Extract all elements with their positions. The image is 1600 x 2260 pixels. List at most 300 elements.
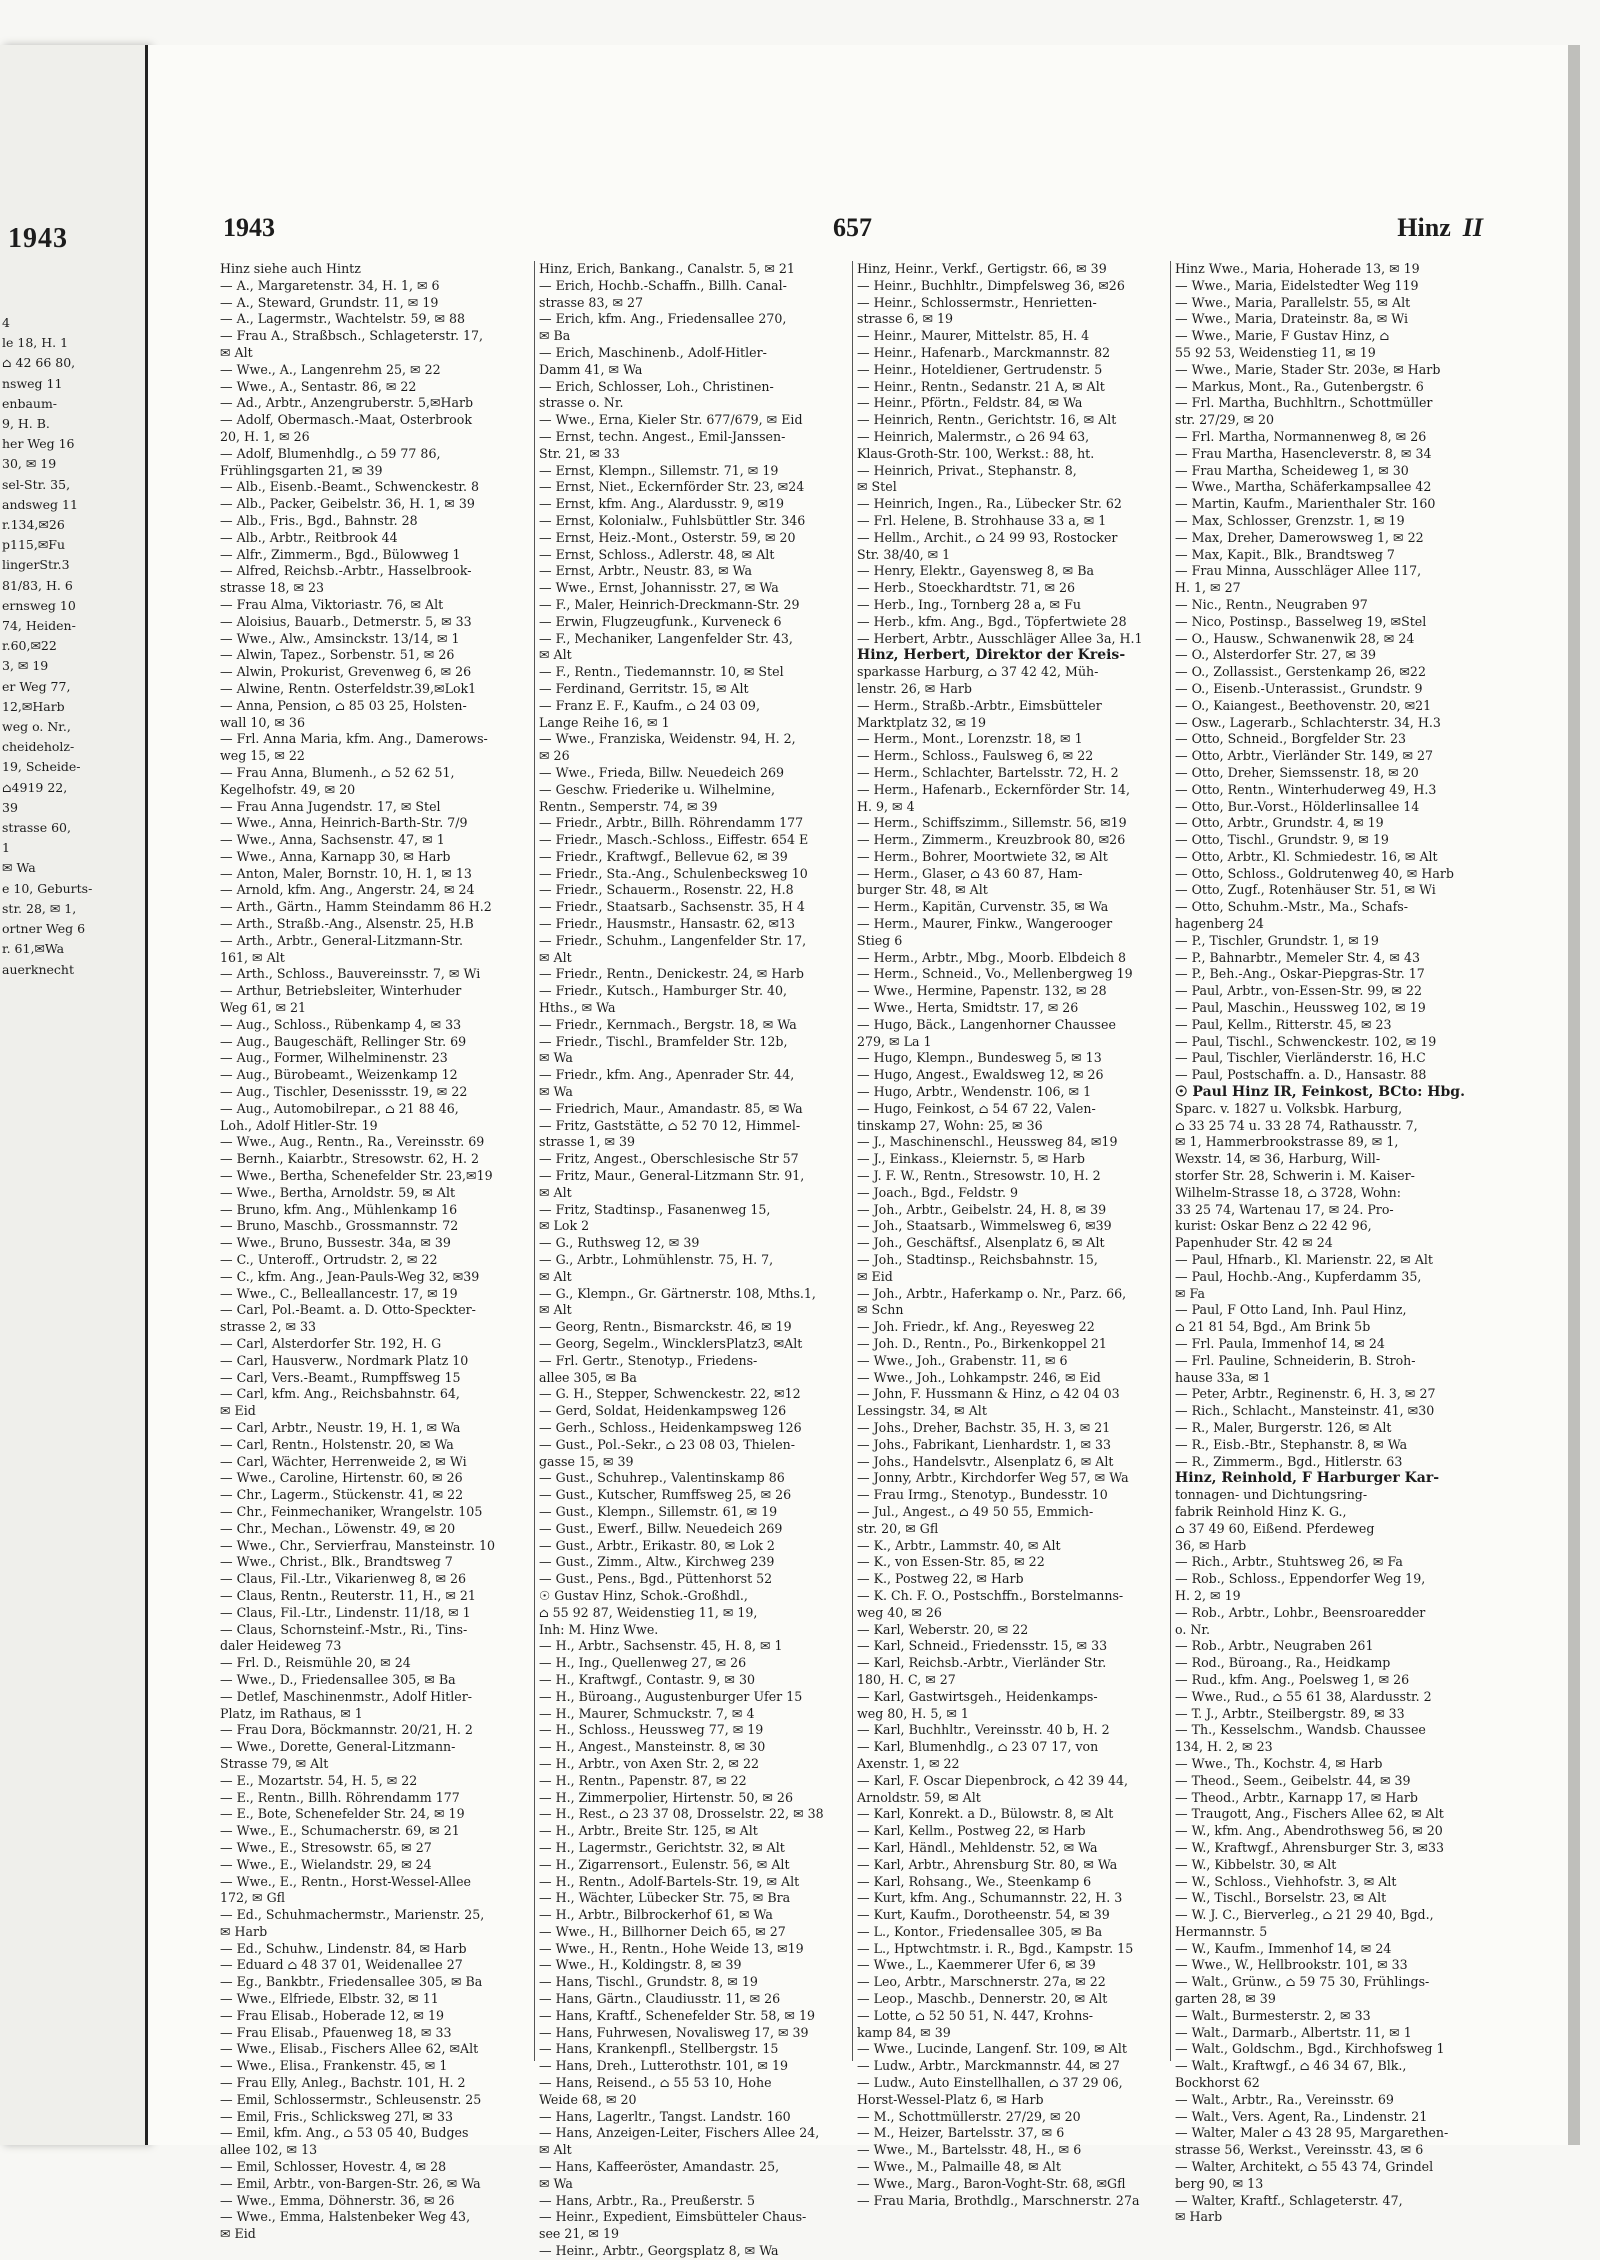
directory-entry: — Walt., Arbtr., Ra., Vereinsstr. 69 (1175, 2091, 1394, 2107)
directory-entry: — Alb., Arbtr., Reitbrook 44 (220, 529, 398, 545)
directory-entry: — R., Eisb.-Btr., Stephanstr. 8, ✉ Wa (1175, 1436, 1408, 1452)
directory-entry: ⌂ 21 81 54, Bgd., Am Brink 5b (1175, 1319, 1371, 1335)
directory-entry: Weg 61, ✉ 21 (220, 1000, 307, 1016)
directory-entry: — Karl, Arbtr., Ahrensburg Str. 80, ✉ Wa (857, 1856, 1118, 1872)
directory-entry: — H., Zigarrensort., Eulenstr. 56, ✉ Alt (539, 1856, 790, 1872)
directory-entry: — Wwe., W., Hellbrookstr. 101, ✉ 33 (1175, 1957, 1408, 1973)
directory-entry: — Arth., Schloss., Bauvereinsstr. 7, ✉ Wi (220, 966, 481, 982)
directory-entry: — Frl. Martha, Normannenweg 8, ✉ 26 (1175, 428, 1427, 444)
directory-entry: — Otto, Tischl., Grundstr. 9, ✉ 19 (1175, 832, 1389, 848)
directory-entry: strasse 1, ✉ 39 (539, 1134, 636, 1150)
directory-entry: — Gust., Ewerf., Billw. Neuedeich 269 (539, 1520, 783, 1536)
directory-entry: — Frl. Gertr., Stenotyp., Friedens- (539, 1352, 758, 1368)
directory-entry-highlighted: ☉ Paul Hinz IR, Feinkost, BCto: Hbg. (1175, 1084, 1465, 1101)
directory-entry: strasse 83, ✉ 27 (539, 294, 644, 310)
directory-entry: Hinz siehe auch Hintz (220, 261, 361, 276)
directory-entry: — Frl. Paula, Immenhof 14, ✉ 24 (1175, 1336, 1385, 1351)
directory-entry: — Friedr., Rentn., Denickestr. 24, ✉ Harb (539, 966, 804, 982)
directory-entry: — Hans, Gärtn., Claudiusstr. 11, ✉ 26 (539, 1991, 781, 2007)
directory-entry: — Wwe., E., Wielandstr. 29, ✉ 24 (220, 1856, 432, 1872)
directory-entry: — W., kfm. Ang., Abendrothsweg 56, ✉ 20 (1175, 1823, 1443, 1839)
directory-entry: — Heinrich, Privat., Stephanstr. 8, (857, 462, 1077, 478)
directory-entry: — Ernst, Arbtr., Neustr. 83, ✉ Wa (539, 563, 753, 579)
directory-entry: — Frau Martha, Scheideweg 1, ✉ 30 (1175, 462, 1409, 478)
directory-entry: — K. Ch. F. O., Postschffn., Borstelmanns- (857, 1587, 1124, 1603)
directory-entry: — Gust., Zimm., Altw., Kirchweg 239 (539, 1554, 775, 1570)
directory-entry: — Erich, Maschinenb., Adolf-Hitler- (539, 344, 767, 360)
directory-entry: — T. J., Arbtr., Steilbergstr. 89, ✉ 33 (1175, 1705, 1405, 1721)
page-edge-shadow (1568, 45, 1580, 2145)
directory-entry: Platz, im Rathaus, ✉ 1 (220, 1705, 363, 1721)
directory-entry: ✉ Alt (539, 2142, 572, 2158)
directory-entry: — Walter, Maler ⌂ 43 28 95, Margarethen- (1175, 2125, 1449, 2141)
directory-entry: — Claus, Fil.-Ltr., Vikarienweg 8, ✉ 26 (220, 1571, 467, 1587)
directory-entry: — Wwe., Frieda, Billw. Neuedeich 269 (539, 764, 785, 780)
directory-entry: — Chr., Feinmechaniker, Wrangelstr. 105 (220, 1503, 483, 1519)
directory-entry: strasse 6, ✉ 19 (857, 311, 954, 327)
previous-page-line: 4 (2, 315, 10, 330)
directory-entry: 180, H. C, ✉ 27 (857, 1671, 956, 1687)
directory-entry: ⌂ 33 25 74 u. 33 28 74, Rathausstr. 7, (1175, 1117, 1418, 1133)
directory-entry: — Fritz, Gaststätte, ⌂ 52 70 12, Himmel- (539, 1117, 801, 1133)
directory-entry: — Peter, Arbtr., Reginenstr. 6, H. 3, ✉ 27 (1175, 1386, 1436, 1402)
directory-entry: — Claus, Fil.-Ltr., Lindenstr. 11/18, ✉ 1 (220, 1604, 471, 1620)
directory-entry: — Rud., kfm. Ang., Poelsweg 1, ✉ 26 (1175, 1671, 1410, 1687)
directory-entry: H. 2, ✉ 19 (1175, 1587, 1241, 1603)
previous-page-line: sel-Str. 35, (2, 476, 71, 492)
directory-entry: — Erich, Hochb.-Schaffn., Billh. Canal- (539, 277, 787, 293)
directory-entry: — G., Ruthsweg 12, ✉ 39 (539, 1235, 700, 1251)
directory-entry: — H., Arbtr., Bilbrockerhof 61, ✉ Wa (539, 1907, 773, 1923)
directory-entry: — Otto, Dreher, Siemssenstr. 18, ✉ 20 (1175, 764, 1419, 780)
directory-entry: — R., Maler, Burgerstr. 126, ✉ Alt (1175, 1419, 1392, 1435)
directory-entry: — Heinrich, Malermstr., ⌂ 26 94 63, (857, 428, 1090, 444)
directory-entry: — Kurt, Kaufm., Dorotheenstr. 54, ✉ 39 (857, 1907, 1110, 1923)
directory-entry: Axenstr. 1, ✉ 22 (857, 1755, 960, 1771)
directory-entry: ✉ Wa (539, 2175, 573, 2191)
directory-entry: — Paul, F Otto Land, Inh. Paul Hinz, (1175, 1302, 1407, 1318)
directory-entry: — Walter, Kraftf., Schlageterstr. 47, (1175, 2192, 1403, 2208)
directory-entry: — Herm., Maurer, Finkw., Wangerooger (857, 916, 1113, 932)
directory-entry: 55 92 53, Weidenstieg 11, ✉ 19 (1175, 344, 1376, 360)
directory-entry: ✉ 1, Hammerbrookstrasse 89, ✉ 1, (1175, 1134, 1399, 1150)
directory-entry: — Karl, Kellm., Postweg 22, ✉ Harb (857, 1823, 1086, 1839)
directory-entry: — Herm., Schloss., Faulsweg 6, ✉ 22 (857, 748, 1094, 764)
directory-entry: — Henry, Elektr., Gayensweg 8, ✉ Ba (857, 563, 1094, 579)
directory-entry: tonnagen- und Dichtungsring- (1175, 1487, 1368, 1503)
directory-entry: — Otto, Arbtr., Grundstr. 4, ✉ 19 (1175, 815, 1384, 831)
directory-entry: — Ad., Arbtr., Anzengruberstr. 5,✉Harb (220, 395, 474, 411)
directory-entry: — Wwe., Erna, Kieler Str. 677/679, ✉ Eid (539, 412, 803, 428)
page-number: 657 (833, 213, 872, 242)
directory-entry: — Alwine, Rentn. Osterfeldstr.39,✉Lok1 (220, 680, 477, 696)
directory-entry: — Wwe., Maria, Eidelstedter Weg 119 (1175, 277, 1419, 293)
directory-entry: — Hans, Lagerltr., Tangst. Landstr. 160 (539, 2108, 791, 2124)
directory-entry: — K., Arbtr., Lammstr. 40, ✉ Alt (857, 1537, 1061, 1553)
directory-entry: — Wwe., Caroline, Hirtenstr. 60, ✉ 26 (220, 1470, 463, 1486)
directory-entry: — E., Bote, Schenefelder Str. 24, ✉ 19 (220, 1806, 465, 1822)
directory-entry: — Ernst, Klempn., Sillemstr. 71, ✉ 19 (539, 462, 779, 478)
directory-entry: Arnoldstr. 59, ✉ Alt (857, 1789, 981, 1805)
directory-entry: — Hugo, Klempn., Bundesweg 5, ✉ 13 (857, 1050, 1102, 1066)
directory-entry: — Claus, Rentn., Reuterstr. 11, H., ✉ 21 (220, 1587, 476, 1603)
previous-page-line: r.134,✉26 (2, 517, 65, 533)
directory-entry: — Wwe., Anna, Heinrich-Barth-Str. 7/9 (220, 815, 468, 831)
directory-entry: — L., Kontor., Friedensallee 305, ✉ Ba (857, 1923, 1103, 1939)
directory-entry: — Herm., Mont., Lorenzstr. 18, ✉ 1 (857, 731, 1083, 747)
directory-entry: — Frl. Anna Maria, kfm. Ang., Damerows- (220, 731, 488, 747)
directory-entry: — Rich., Schlacht., Mansteinstr. 41, ✉30 (1175, 1403, 1435, 1419)
directory-entry: lenstr. 26, ✉ Harb (857, 680, 972, 696)
running-head-name: Hinz (1397, 213, 1451, 242)
directory-entry: — Hellm., Archit., ⌂ 24 99 93, Rostocker (857, 529, 1118, 545)
directory-entry: — Otto, Arbtr., Kl. Schmiedestr. 16, ✉ Alt (1175, 848, 1438, 864)
directory-entry: burger Str. 48, ✉ Alt (857, 882, 988, 898)
directory-entry: — Walt., Kraftwgf., ⌂ 46 34 67, Blk., (1175, 2058, 1407, 2074)
directory-entry: — W., Kibbelstr. 30, ✉ Alt (1175, 1856, 1337, 1872)
previous-page-line: 30, ✉ 19 (2, 456, 57, 472)
directory-entry: — Wwe., E., Stresowstr. 65, ✉ 27 (220, 1839, 432, 1855)
directory-entry: — Otto, Schneid., Borgfelder Str. 23 (1175, 731, 1407, 747)
previous-page-line: e 10, Geburts- (2, 880, 93, 896)
directory-entry: — Aug., Schloss., Rübenkamp 4, ✉ 33 (220, 1016, 462, 1032)
directory-entry: — Wwe., Martha, Schäferkampsallee 42 (1175, 479, 1432, 495)
directory-entry: — Th., Kesselschm., Wandsb. Chaussee (1175, 1722, 1426, 1738)
directory-entry: — Wwe., Hermine, Papenstr. 132, ✉ 28 (857, 983, 1107, 999)
directory-entry: — Emil, Arbtr., von-Bargen-Str. 26, ✉ Wa (220, 2175, 481, 2191)
directory-entry: gasse 15, ✉ 39 (539, 1453, 634, 1469)
directory-entry: Hermannstr. 5 (1175, 1923, 1268, 1939)
directory-entry: — J., Maschinenschl., Heussweg 84, ✉19 (857, 1134, 1118, 1150)
directory-entry: — Joh., Arbtr., Haferkamp o. Nr., Parz. 66, (857, 1285, 1127, 1301)
directory-entry: — Theod., Seem., Geibelstr. 44, ✉ 39 (1175, 1772, 1411, 1788)
directory-entry: — Rod., Büroang., Ra., Heidkamp (1175, 1655, 1391, 1671)
directory-entry: — Ernst, Schloss., Adlerstr. 48, ✉ Alt (539, 546, 775, 562)
directory-entry: H. 1, ✉ 27 (1175, 580, 1241, 596)
directory-entry: — Hans, Reisend., ⌂ 55 53 10, Hohe (539, 2075, 772, 2091)
directory-entry: — Hans, Tischl., Grundstr. 8, ✉ 19 (539, 1974, 758, 1990)
directory-entry: ✉ Ba (539, 328, 571, 344)
directory-entry: daler Heideweg 73 (220, 1638, 342, 1654)
directory-entry: — Friedr., Schauerm., Rosenstr. 22, H.8 (539, 882, 794, 898)
directory-entry: 279, ✉ La 1 (857, 1033, 932, 1049)
directory-entry: Hinz, Erich, Bankang., Canalstr. 5, ✉ 21 (539, 261, 795, 276)
directory-entry: — Wwe., E., Schumacherstr. 69, ✉ 21 (220, 1823, 460, 1839)
directory-entry: — Hans, Dreh., Lutterothstr. 101, ✉ 19 (539, 2058, 788, 2074)
directory-entry: — Frl. Pauline, Schneiderin, B. Stroh- (1175, 1352, 1416, 1368)
directory-entry: — Wwe., Bruno, Bussestr. 34a, ✉ 39 (220, 1235, 451, 1251)
directory-entry: — Wwe., Elisa., Frankenstr. 45, ✉ 1 (220, 2058, 448, 2074)
directory-entry: — Adolf, Obermasch.-Maat, Osterbrook (220, 412, 472, 428)
previous-page-line: er Weg 77, (2, 678, 71, 694)
directory-entry: — Chr., Lagerm., Stückenstr. 41, ✉ 22 (220, 1487, 464, 1503)
previous-page-line: strasse 60, (2, 820, 71, 836)
directory-entry: — Arth., Arbtr., General-Litzmann-Str. (220, 932, 464, 948)
previous-page-line: auerknecht (2, 961, 74, 977)
directory-entry: — Frau Minna, Ausschläger Allee 117, (1175, 563, 1422, 579)
directory-entry: Wilhelm-Strasse 18, ⌂ 3728, Wohn: (1175, 1184, 1402, 1200)
directory-entry: — Karl, Konrekt. a D., Bülowstr. 8, ✉ Alt (857, 1806, 1114, 1822)
directory-entry: — Joh., Arbtr., Geibelstr. 24, H. 8, ✉ 39 (857, 1201, 1107, 1217)
directory-entry: ⌂ 37 49 60, Eißend. Pferdeweg (1175, 1520, 1375, 1536)
directory-entry: Loh., Adolf Hitler-Str. 19 (220, 1117, 378, 1133)
directory-entry: — Jul., Angest., ⌂ 49 50 55, Emmich- (857, 1503, 1094, 1519)
previous-page-line: ⌂4919 22, (2, 779, 68, 795)
directory-entry: — Frau A., Straßbsch., Schlageterstr. 17, (220, 328, 483, 344)
directory-entry: Sparc. v. 1827 u. Volksbk. Harburg, (1175, 1100, 1403, 1116)
directory-entry: 161, ✉ Alt (220, 949, 285, 965)
directory-entry: Rentn., Semperstr. 74, ✉ 39 (539, 798, 718, 814)
directory-entry: — Paul, Kellm., Ritterstr. 45, ✉ 23 (1175, 1016, 1392, 1032)
directory-entry: — Karl, Weberstr. 20, ✉ 22 (857, 1621, 1029, 1637)
directory-entry-highlighted: Hinz, Reinhold, F Harburger Kar- (1175, 1470, 1440, 1487)
directory-entry: — Walt., Darmarb., Albertstr. 11, ✉ 1 (1175, 2024, 1412, 2040)
directory-entry: H. 9, ✉ 4 (857, 798, 915, 814)
directory-entry: — O., Hausw., Schwanenwik 28, ✉ 24 (1175, 630, 1415, 646)
directory-entry: — Herm., Zimmerm., Kreuzbrook 80, ✉26 (857, 832, 1126, 848)
directory-entry: ✉ Alt (539, 1268, 572, 1284)
directory-entry: ✉ Schn (857, 1302, 904, 1318)
directory-entry: garten 28, ✉ 39 (1175, 1991, 1276, 2007)
directory-entry: — Frau Elisab., Pfauenweg 18, ✉ 33 (220, 2024, 452, 2040)
directory-column-4 (1170, 261, 1481, 2225)
directory-entry: Lessingstr. 34, ✉ Alt (857, 1403, 987, 1419)
directory-entry: — Friedr., Kraftwgf., Bellevue 62, ✉ 39 (539, 848, 788, 864)
previous-page-line: 74, Heiden- (2, 618, 76, 634)
directory-entry: — J. F. W., Rentn., Stresowstr. 10, H. 2 (857, 1168, 1101, 1184)
directory-entry: — Wwe., E., Rentn., Horst-Wessel-Allee (220, 1873, 471, 1889)
directory-entry: — Herm., Arbtr., Mbg., Moorb. Elbdeich 8 (857, 949, 1127, 965)
page-header (223, 213, 1483, 253)
previous-page-line: 39 (2, 799, 18, 815)
directory-column-3 (852, 261, 1163, 2208)
directory-entry: — W., Kraftwgf., Ahrensburger Str. 3, ✉33 (1175, 1839, 1444, 1855)
directory-entry: — Ernst, kfm. Ang., Alardusstr. 9, ✉19 (539, 496, 785, 512)
directory-entry: ✉ Wa (539, 1084, 573, 1100)
directory-entry: — Traugott, Ang., Fischers Allee 62, ✉ Alt (1175, 1806, 1444, 1822)
directory-entry: — Max, Dreher, Damerowsweg 1, ✉ 22 (1175, 529, 1424, 545)
directory-entry: — Wwe., Elfriede, Elbstr. 32, ✉ 11 (220, 1991, 439, 2007)
previous-page-line: 19, Scheide- (2, 759, 81, 775)
directory-entry: — G., Klempn., Gr. Gärtnerstr. 108, Mths.1, (539, 1285, 816, 1301)
directory-entry: — Paul, Hfnarb., Kl. Marienstr. 22, ✉ Alt (1175, 1252, 1433, 1268)
running-head (1397, 213, 1483, 243)
directory-entry: strasse o. Nr. (539, 395, 624, 411)
directory-entry: — Carl, Wächter, Herrenweide 2, ✉ Wi (220, 1453, 467, 1469)
directory-entry: — Martin, Kaufm., Marienthaler Str. 160 (1175, 496, 1436, 512)
directory-entry: — H., Zimmerpolier, Hirtenstr. 50, ✉ 26 (539, 1789, 793, 1805)
directory-entry: — Frau Alma, Viktoriastr. 76, ✉ Alt (220, 596, 444, 612)
directory-entry-highlighted: Hinz, Herbert, Direktor der Kreis- (857, 647, 1126, 664)
previous-page-line: ⌂ 42 66 80, (2, 355, 76, 371)
directory-entry: — F., Maler, Heinrich-Dreckmann-Str. 29 (539, 596, 800, 612)
directory-entry: — Wwe., Emma, Halstenbeker Weg 43, (220, 2209, 471, 2225)
directory-columns (216, 261, 1486, 2259)
directory-entry: — Anna, Pension, ⌂ 85 03 25, Holsten- (220, 697, 467, 713)
directory-entry: — Friedr., Hausmstr., Hansastr. 62, ✉13 (539, 916, 796, 932)
directory-entry: — Wwe., A., Langenrehm 25, ✉ 22 (220, 361, 441, 377)
directory-entry: — Georg, Segelm., WincklersPlatz3, ✉Alt (539, 1336, 803, 1351)
directory-entry: — Karl, Rohsang., We., Steenkamp 6 (857, 1873, 1092, 1889)
directory-entry: — Otto, Rentn., Winterhuderweg 49, H.3 (1175, 781, 1437, 797)
directory-entry: — Aug., Baugeschäft, Rellinger Str. 69 (220, 1033, 467, 1049)
directory-entry: ✉ Alt (539, 1302, 572, 1318)
directory-entry: — H., Lagermstr., Gerichtstr. 32, ✉ Alt (539, 1839, 785, 1855)
directory-entry: — Ed., Schuhmachermstr., Marienstr. 25, (220, 1907, 485, 1923)
directory-entry: — Karl, Händl., Mehldenstr. 52, ✉ Wa (857, 1839, 1098, 1855)
directory-entry: — Wwe., H., Billhorner Deich 65, ✉ 27 (539, 1923, 786, 1939)
directory-entry: — F., Mechaniker, Langenfelder Str. 43, (539, 630, 793, 646)
directory-entry: — Claus, Schornsteinf.-Mstr., Ri., Tins- (220, 1621, 468, 1637)
directory-entry: — Heinr., Pförtn., Feldstr. 84, ✉ Wa (857, 395, 1083, 411)
directory-entry: — Karl, Blumenhdlg., ⌂ 23 07 17, von (857, 1739, 1099, 1755)
directory-entry: str. 27/29, ✉ 20 (1175, 412, 1275, 428)
directory-entry: — Arthur, Betriebsleiter, Winterhuder (220, 983, 462, 999)
directory-entry: — Johs., Dreher, Bachstr. 35, H. 3, ✉ 21 (857, 1419, 1111, 1435)
directory-entry: Lange Reihe 16, ✉ 1 (539, 714, 670, 730)
directory-entry: — A., Margaretenstr. 34, H. 1, ✉ 6 (220, 277, 440, 293)
directory-entry: — Emil, kfm. Ang., ⌂ 53 05 40, Budges (220, 2125, 469, 2141)
directory-entry: wall 10, ✉ 36 (220, 714, 305, 730)
directory-entry: — Herm., Glaser, ⌂ 43 60 87, Ham- (857, 865, 1083, 881)
directory-entry: — Franz E. F., Kaufm., ⌂ 24 03 09, (539, 697, 760, 713)
directory-entry: — Frl. Martha, Buchhltrn., Schottmüller (1175, 395, 1433, 411)
directory-entry: str. 20, ✉ Gfl (857, 1520, 939, 1536)
directory-entry: — Erich, kfm. Ang., Friedensallee 270, (539, 311, 787, 327)
directory-entry: — Friedr., Kutsch., Hamburger Str. 40, (539, 983, 788, 999)
directory-entry: — H., Arbtr., Sachsenstr. 45, H. 8, ✉ 1 (539, 1638, 783, 1654)
directory-entry: — Otto, Schuhm.-Mstr., Ma., Schafs- (1175, 899, 1409, 915)
directory-entry: — Karl, Reichsb.-Arbtr., Vierländer Str. (857, 1655, 1107, 1671)
directory-entry: — Alwin, Prokurist, Grevenweg 6, ✉ 26 (220, 664, 472, 680)
directory-entry: — Carl, Vers.-Beamt., Rumpffsweg 15 (220, 1369, 461, 1385)
directory-column-1 (216, 261, 526, 2242)
directory-entry: — Frau Dora, Böckmannstr. 20/21, H. 2 (220, 1722, 473, 1738)
directory-entry: — Adolf, Blumenhdlg., ⌂ 59 77 86, (220, 445, 441, 461)
directory-entry: — Wwe., Aug., Rentn., Ra., Vereinsstr. 69 (220, 1134, 485, 1150)
directory-entry: — Heinr., Rentn., Sedanstr. 21 A, ✉ Alt (857, 378, 1105, 394)
directory-entry: — Karl, Gastwirtsgeh., Heidenkamps- (857, 1688, 1098, 1704)
directory-entry: ✉ Alt (539, 949, 572, 965)
directory-entry: Bockhorst 62 (1175, 2075, 1260, 2091)
directory-entry: 172, ✉ Gfl (220, 1890, 286, 1906)
directory-entry: — Wwe., Franziska, Weidenstr. 94, H. 2, (539, 731, 796, 747)
directory-entry: — Herm., Schiffszimm., Sillemstr. 56, ✉19 (857, 815, 1127, 831)
directory-entry: — H., Schloss., Heussweg 77, ✉ 19 (539, 1722, 764, 1738)
directory-entry: — Paul, Tischl., Schwenckestr. 102, ✉ 19 (1175, 1033, 1437, 1049)
directory-entry: — Erich, Schlosser, Loh., Christinen- (539, 378, 774, 394)
previous-page-line: cheideholz- (2, 739, 75, 755)
directory-entry: — Alb., Packer, Geibelstr. 36, H. 1, ✉ 39 (220, 496, 475, 512)
directory-entry: — H., Rentn., Papenstr. 87, ✉ 22 (539, 1772, 747, 1788)
previous-page-line: andsweg 11 (2, 496, 78, 512)
directory-entry: Strasse 79, ✉ Alt (220, 1755, 329, 1771)
directory-entry: — Wwe., Anna, Sachsenstr. 47, ✉ 1 (220, 832, 445, 848)
previous-page-line: lingerStr.3 (2, 557, 70, 573)
previous-page-year: 1943 (8, 223, 68, 254)
directory-entry: — W., Tischl., Borselstr. 23, ✉ Alt (1175, 1890, 1387, 1906)
directory-entry: ✉ Fa (1175, 1285, 1205, 1301)
directory-entry: — A., Steward, Grundstr. 11, ✉ 19 (220, 294, 439, 310)
directory-entry: — Hans, Fuhrwesen, Novalisweg 17, ✉ 39 (539, 2024, 809, 2040)
previous-page-line: p115,✉Fu (2, 537, 66, 553)
previous-page-line: 1 (2, 840, 10, 856)
directory-entry: — Joh., Geschäftsf., Alsenplatz 6, ✉ Alt (857, 1235, 1105, 1251)
directory-entry: — Wwe., Marg., Baron-Voght-Str. 68, ✉Gfl (857, 2175, 1126, 2191)
directory-entry: — Herb., kfm. Ang., Bgd., Töpfertwiete 28 (857, 613, 1127, 629)
directory-entry: — Ernst, techn. Angest., Emil-Janssen- (539, 428, 786, 444)
directory-entry: 20, H. 1, ✉ 26 (220, 428, 310, 444)
directory-entry: — H., Maurer, Schmuckstr. 7, ✉ 4 (539, 1705, 755, 1721)
directory-entry: — Detlef, Maschinenmstr., Adolf Hitler- (220, 1688, 473, 1704)
directory-entry: Hinz Wwe., Maria, Hoherade 13, ✉ 19 (1175, 261, 1420, 276)
directory-entry: — Paul, Hochb.-Ang., Kupferdamm 35, (1175, 1268, 1422, 1284)
directory-entry: — Wwe., A., Sentastr. 86, ✉ 22 (220, 378, 417, 394)
directory-entry: — Herm., Kapitän, Curvenstr. 35, ✉ Wa (857, 899, 1109, 915)
directory-entry: — Walt., Grünw., ⌂ 59 75 30, Frühlings- (1175, 1974, 1430, 1990)
directory-entry: — Carl, Hausverw., Nordmark Platz 10 (220, 1352, 469, 1368)
directory-entry: — Gust., Kutscher, Rumffsweg 25, ✉ 26 (539, 1487, 792, 1503)
directory-entry: — Otto, Bur.-Vorst., Hölderlinsallee 14 (1175, 798, 1420, 814)
directory-entry: — Wwe., Bertha, Arnoldstr. 59, ✉ Alt (220, 1184, 456, 1200)
previous-page-line: 3, ✉ 19 (2, 658, 49, 674)
directory-entry: — Otto, Zugf., Rotenhäuser Str. 51, ✉ Wi (1175, 882, 1436, 898)
directory-entry: weg 80, H. 5, ✉ 1 (857, 1705, 969, 1721)
directory-entry: — Paul, Postschaffn. a. D., Hansastr. 88 (1175, 1067, 1427, 1083)
previous-page-line: nsweg 11 (2, 375, 63, 391)
directory-entry: — Wwe., L., Kaemmerer Ufer 6, ✉ 39 (857, 1957, 1096, 1973)
directory-entry: hause 33a, ✉ 1 (1175, 1369, 1271, 1385)
directory-entry: — Ernst, Niet., Eckernförder Str. 23, ✉24 (539, 479, 805, 495)
directory-entry: — Wwe., Th., Kochstr. 4, ✉ Harb (1175, 1755, 1383, 1771)
directory-entry: — H., Ing., Quellenweg 27, ✉ 26 (539, 1655, 747, 1671)
directory-entry: — Herbert, Arbtr., Ausschläger Allee 3a, H.1 (857, 630, 1143, 646)
directory-entry: — Alb., Eisenb.-Beamt., Schwenckestr. 8 (220, 479, 480, 495)
previous-page-line: r.60,✉22 (2, 638, 57, 654)
directory-entry: — Frau Maria, Brothdlg., Marschnerstr. 27a (857, 2192, 1140, 2208)
directory-entry: ⌂ 55 92 87, Weidenstieg 11, ✉ 19, (539, 1604, 758, 1620)
directory-entry: — H., Rentn., Adolf-Bartels-Str. 19, ✉ Alt (539, 1873, 800, 1889)
directory-entry: — Walter, Architekt, ⌂ 55 43 74, Grindel (1175, 2159, 1434, 2175)
directory-entry: — Friedr., Kernmach., Bergstr. 18, ✉ Wa (539, 1016, 797, 1032)
previous-page-line: r. 61,✉Wa (2, 941, 65, 957)
directory-entry: — Arnold, kfm. Ang., Angerstr. 24, ✉ 24 (220, 882, 475, 898)
directory-entry: — H., Arbtr., von Axen Str. 2, ✉ 22 (539, 1755, 759, 1771)
directory-entry: — Wwe., Joh., Grabenstr. 11, ✉ 6 (857, 1352, 1068, 1368)
directory-entry: strasse 2, ✉ 33 (220, 1319, 317, 1335)
directory-entry: — Gust., Pens., Bgd., Püttenhorst 52 (539, 1571, 773, 1587)
directory-entry: berg 90, ✉ 13 (1175, 2175, 1264, 2191)
directory-entry: 33 25 74, Wartenau 17, ✉ 24. Pro- (1175, 1201, 1394, 1217)
directory-entry: weg 15, ✉ 22 (220, 748, 305, 764)
directory-entry: — Emil, Schlosser, Hovestr. 4, ✉ 28 (220, 2159, 447, 2175)
directory-entry: — Herb., Stoeckhardtstr. 71, ✉ 26 (857, 580, 1076, 596)
previous-page-line: ernsweg 10 (2, 597, 76, 613)
directory-entry: 134, H. 2, ✉ 23 (1175, 1739, 1273, 1755)
directory-entry: — Carl, Pol.-Beamt. a. D. Otto-Speckter- (220, 1302, 476, 1318)
directory-entry: — Herm., Bohrer, Moortwiete 32, ✉ Alt (857, 848, 1108, 864)
directory-entry: — G. H., Stepper, Schwenckestr. 22, ✉12 (539, 1386, 801, 1402)
directory-entry: — Hugo, Angest., Ewaldsweg 12, ✉ 26 (857, 1067, 1104, 1083)
directory-entry: ✉ Lok 2 (539, 1218, 590, 1234)
previous-page-line: 81/83, H. 6 (2, 577, 73, 593)
directory-entry: — Aloisius, Bauarb., Detmerstr. 5, ✉ 33 (220, 613, 472, 629)
directory-entry: — Aug., Automobilrepar., ⌂ 21 88 46, (220, 1100, 459, 1116)
directory-entry: tinskamp 27, Wohn: 25, ✉ 36 (857, 1117, 1043, 1133)
directory-entry: kurist: Oskar Benz ⌂ 22 42 96, (1175, 1218, 1372, 1234)
directory-entry: — Rob., Schloss., Eppendorfer Weg 19, (1175, 1571, 1426, 1587)
directory-entry: ✉ Wa (539, 1050, 573, 1066)
